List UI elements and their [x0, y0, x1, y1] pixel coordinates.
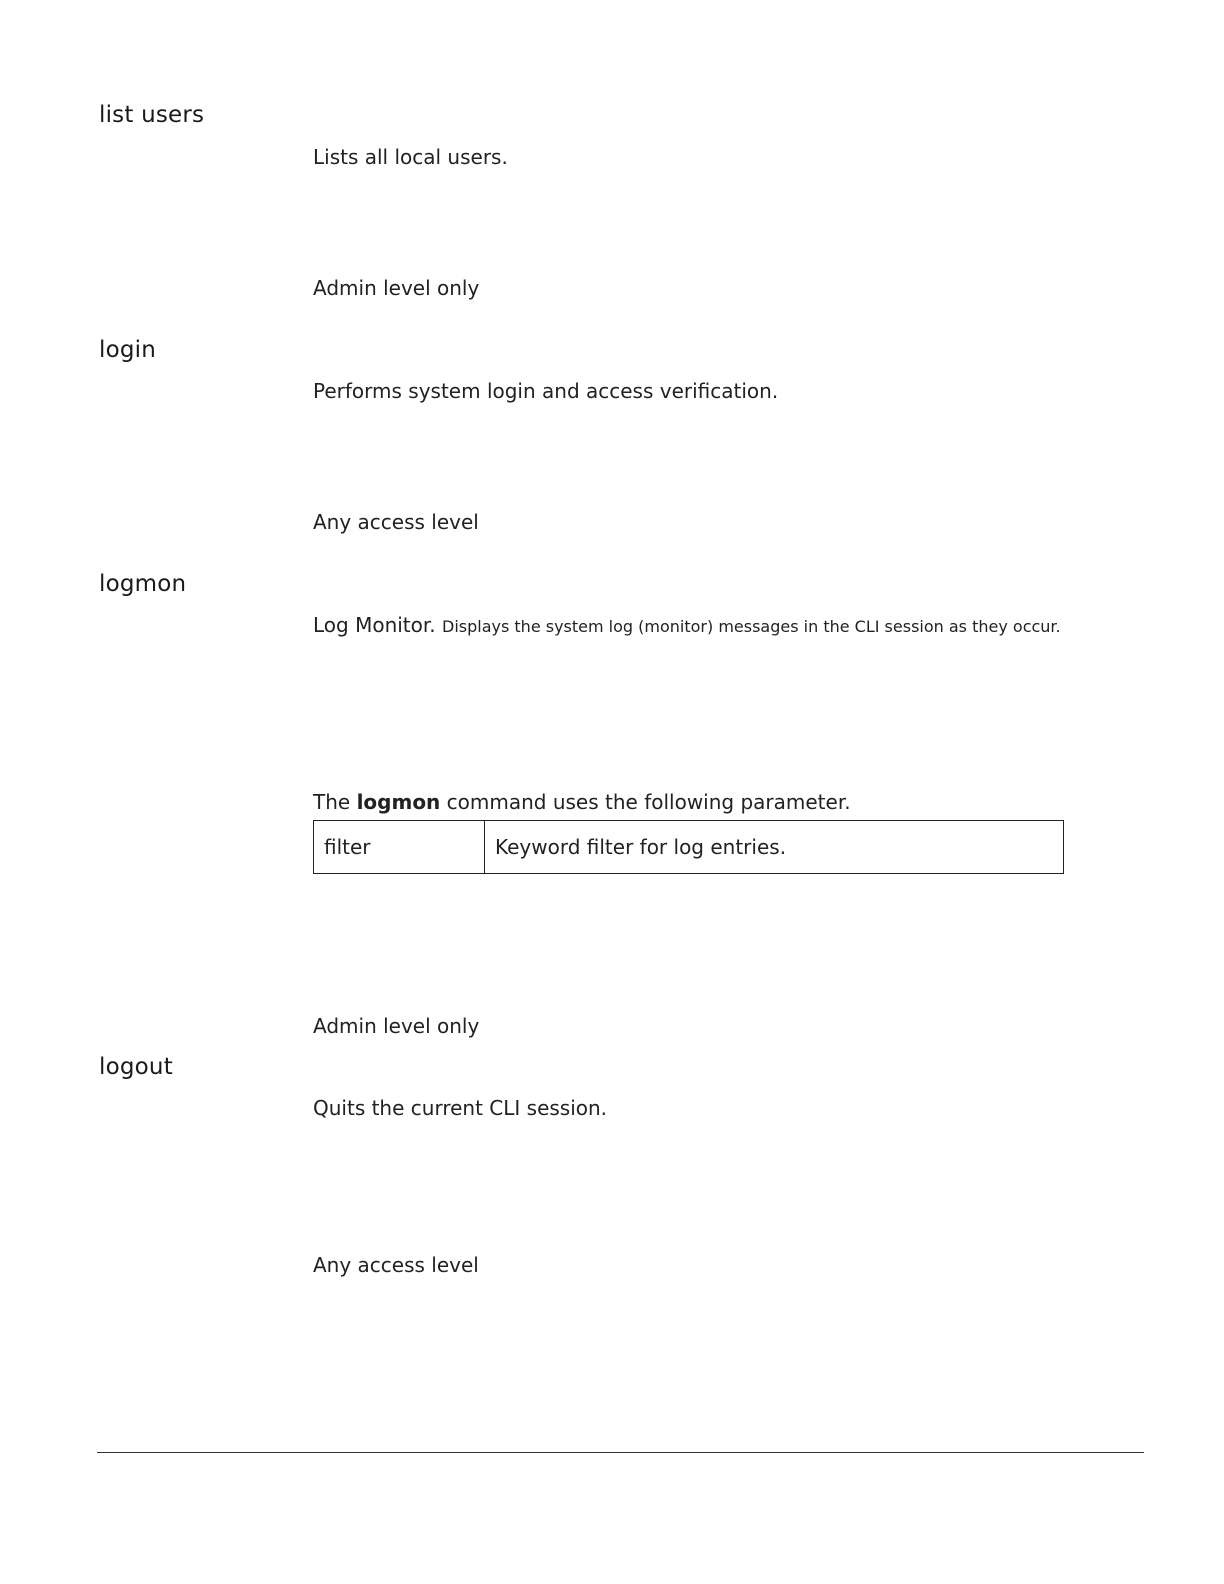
command-description-login: Performs system login and access verification.: [313, 379, 779, 403]
parameters-intro: [313, 790, 851, 814]
access-level-logout: Any access level: [313, 1253, 479, 1277]
description-lead: Log Monitor.: [313, 613, 436, 637]
intro-after: command uses the following parameter.: [446, 790, 851, 814]
parameter-table: [313, 820, 1064, 874]
access-level-list-users: Admin level only: [313, 276, 480, 300]
command-heading-list-users: list users: [99, 102, 205, 128]
footer-divider: [97, 1452, 1144, 1453]
command-description-logmon: [313, 613, 1061, 637]
command-heading-logmon: logmon: [99, 571, 187, 597]
command-heading-login: login: [99, 337, 157, 363]
intro-before: The: [313, 790, 351, 814]
description-detail: Displays the system log (monitor) messages in the CLI session as they occur.: [442, 617, 1061, 636]
table-row: [314, 821, 1064, 874]
parameter-name: filter: [314, 821, 485, 874]
access-level-login: Any access level: [313, 510, 479, 534]
command-description-logout: Quits the current CLI session.: [313, 1096, 608, 1120]
command-description-list-users: Lists all local users.: [313, 145, 508, 169]
command-heading-logout: logout: [99, 1054, 173, 1080]
access-level-logmon: Admin level only: [313, 1014, 480, 1038]
intro-command: logmon: [356, 790, 441, 814]
parameter-description: Keyword filter for log entries.: [485, 821, 1064, 874]
